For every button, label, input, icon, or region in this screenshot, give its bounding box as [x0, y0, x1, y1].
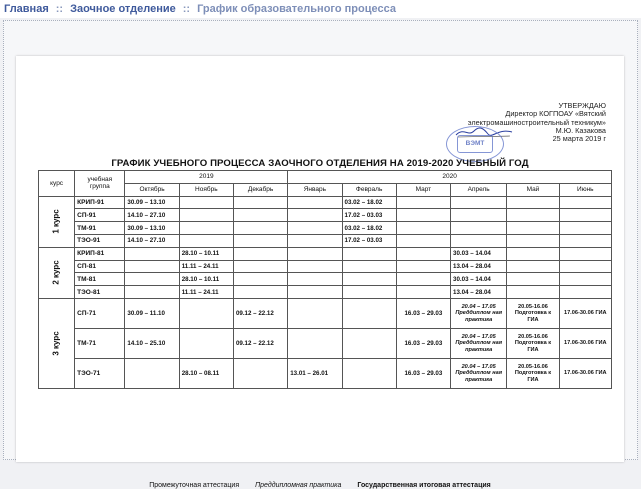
schedule-cell: 11.11 – 24.11 [179, 260, 233, 273]
schedule-cell: 13.01 – 26.01 [288, 358, 342, 388]
schedule-cell [342, 247, 396, 260]
schedule-cell [507, 234, 559, 247]
group-name: КРИП-91 [75, 196, 125, 209]
schedule-cell [179, 222, 233, 235]
schedule-table [38, 170, 612, 389]
legend-state: Государственная итоговая аттестация [357, 482, 491, 489]
schedule-title: ГРАФИК УЧЕБНОГО ПРОЦЕССА ЗАОЧНОГО ОТДЕЛЕНИЯ НА 2019-2020 УЧЕБНЫЙ ГОД [111, 158, 529, 169]
approve-institution: электромашиностроительный техникум» [467, 117, 606, 127]
schedule-cell: 03.02 – 18.02 [342, 222, 396, 235]
course-label-text: 3 курс [52, 331, 62, 356]
schedule-cell [396, 234, 450, 247]
schedule-cell [507, 196, 559, 209]
legend-interim: Промежуточная аттестация [149, 482, 240, 489]
schedule-cell [559, 222, 611, 235]
schedule-cell: 30.03 – 14.04 [451, 273, 507, 286]
schedule-cell [507, 222, 559, 235]
schedule-cell [396, 222, 450, 235]
approve-heading: УТВЕРЖДАЮ [558, 101, 606, 110]
group-name: СП-71 [75, 298, 125, 328]
schedule-cell [125, 286, 179, 299]
schedule-cell: 11.11 – 24.11 [179, 286, 233, 299]
schedule-cell [342, 286, 396, 299]
breadcrumb-separator: :: [182, 3, 191, 15]
schedule-cell [559, 286, 611, 299]
gia-cell-text: 17.06-30.06 ГИА [563, 340, 607, 347]
group-name: КРИП-81 [75, 247, 125, 260]
header-month: Ноябрь [179, 183, 233, 196]
schedule-cell [233, 234, 287, 247]
course-label [39, 196, 75, 247]
stamp-icon [446, 126, 504, 162]
schedule-cell [559, 358, 611, 388]
legend [16, 482, 624, 489]
gia-cell-text: 20.05-16.06 Подготовка к ГИА [514, 363, 552, 383]
schedule-cell [125, 358, 179, 388]
schedule-cell [288, 234, 342, 247]
schedule-cell: 09.12 – 22.12 [233, 328, 287, 358]
group-name: ТМ-91 [75, 222, 125, 235]
schedule-cell [233, 247, 287, 260]
schedule-cell: 30.09 – 13.10 [125, 222, 179, 235]
schedule-cell: 17.02 – 03.03 [342, 209, 396, 222]
schedule-cell: 14.10 – 27.10 [125, 209, 179, 222]
schedule-cell [288, 209, 342, 222]
schedule-cell [288, 286, 342, 299]
schedule-cell: 14.10 – 27.10 [125, 234, 179, 247]
schedule-cell [559, 260, 611, 273]
table-row [39, 234, 612, 247]
schedule-cell [342, 358, 396, 388]
schedule-cell [559, 196, 611, 209]
schedule-cell [559, 298, 611, 328]
table-row [39, 298, 612, 328]
header-group: учебная группа [75, 171, 125, 197]
course-label [39, 298, 75, 388]
schedule-cell [451, 209, 507, 222]
schedule-cell [342, 260, 396, 273]
legend-practice: Преддипломная практика [255, 482, 342, 489]
schedule-cell [233, 209, 287, 222]
schedule-cell: 03.02 – 18.02 [342, 196, 396, 209]
header-month: Март [396, 183, 450, 196]
schedule-cell [507, 358, 559, 388]
schedule-cell [179, 209, 233, 222]
schedule-cell [288, 328, 342, 358]
gia-cell-text: 20.05-16.06 Подготовка к ГИА [514, 333, 552, 353]
schedule-cell [288, 196, 342, 209]
group-name: СП-81 [75, 260, 125, 273]
schedule-cell [288, 247, 342, 260]
schedule-cell [559, 209, 611, 222]
group-name: ТЭО-71 [75, 358, 125, 388]
schedule-cell: 30.09 – 11.10 [125, 298, 179, 328]
gia-cell-text: 17.06-30.06 ГИА [563, 370, 607, 377]
table-row [39, 196, 612, 209]
breadcrumb-correspondence-link[interactable]: Заочное отделение [70, 3, 176, 15]
schedule-cell [288, 222, 342, 235]
schedule-cell [559, 273, 611, 286]
table-row [39, 273, 612, 286]
schedule-cell [396, 209, 450, 222]
schedule-cell [342, 273, 396, 286]
schedule-cell [559, 247, 611, 260]
breadcrumb [4, 1, 396, 17]
schedule-cell [233, 286, 287, 299]
gia-cell-text: 20.05-16.06 Подготовка к ГИА [514, 303, 552, 323]
course-label-text: 2 курс [52, 260, 62, 286]
schedule-cell [179, 328, 233, 358]
schedule-cell [233, 358, 287, 388]
schedule-cell: 16.03 – 29.03 [396, 358, 450, 388]
schedule-cell: 28.10 – 10.11 [179, 273, 233, 286]
header-year-2019: 2019 [125, 171, 288, 184]
header-month: Июнь [559, 183, 611, 196]
schedule-cell [396, 286, 450, 299]
practice-cell-text: 20.04 – 17.05 Преддиплом ная практика [455, 304, 502, 323]
header-month: Февраль [342, 183, 396, 196]
schedule-cell [507, 260, 559, 273]
breadcrumb-home-link[interactable]: Главная [4, 3, 49, 15]
schedule-cell [125, 273, 179, 286]
schedule-cell [507, 247, 559, 260]
schedule-cell [179, 234, 233, 247]
schedule-cell [342, 328, 396, 358]
schedule-cell [342, 298, 396, 328]
header-month: Январь [288, 183, 342, 196]
schedule-cell [125, 247, 179, 260]
table-row [39, 209, 612, 222]
practice-cell-text: 20.04 – 17.05 Преддиплом ная практика [455, 334, 502, 353]
schedule-cell [396, 196, 450, 209]
schedule-cell: 16.03 – 29.03 [396, 298, 450, 328]
schedule-cell [507, 286, 559, 299]
schedule-cell [507, 273, 559, 286]
table-row [39, 247, 612, 260]
group-name: СП-91 [75, 209, 125, 222]
schedule-cell [451, 234, 507, 247]
schedule-cell [288, 260, 342, 273]
table-row [39, 222, 612, 235]
schedule-cell [507, 328, 559, 358]
breadcrumb-separator: :: [55, 3, 64, 15]
schedule-cell [288, 273, 342, 286]
header-month: Апрель [451, 183, 507, 196]
breadcrumb-current-page: График образовательного процесса [197, 3, 396, 15]
schedule-cell: 13.04 – 28.04 [451, 260, 507, 273]
approve-signatory: М.Ю. Казакова [555, 125, 606, 135]
schedule-cell [451, 222, 507, 235]
approve-director: Директор КОГПОАУ «Вятский [505, 109, 606, 119]
schedule-cell: 14.10 – 25.10 [125, 328, 179, 358]
schedule-cell [451, 328, 507, 358]
gia-cell-text: 17.06-30.06 ГИА [563, 310, 607, 317]
schedule-cell [451, 196, 507, 209]
practice-cell-text: 20.04 – 17.05 Преддиплом ная практика [455, 364, 502, 383]
group-name: ТЭО-81 [75, 286, 125, 299]
header-month: Октябрь [125, 183, 179, 196]
schedule-document-image [16, 56, 624, 489]
table-row [39, 358, 612, 388]
schedule-cell [179, 196, 233, 209]
schedule-cell: 28.10 – 10.11 [179, 247, 233, 260]
schedule-cell [396, 247, 450, 260]
schedule-cell: 28.10 – 08.11 [179, 358, 233, 388]
table-row [39, 260, 612, 273]
schedule-cell: 30.03 – 14.04 [451, 247, 507, 260]
header-course: курс [39, 171, 75, 197]
course-label-text: 1 курс [52, 209, 62, 234]
table-row [39, 286, 612, 299]
schedule-cell [396, 273, 450, 286]
schedule-cell: 09.12 – 22.12 [233, 298, 287, 328]
schedule-cell: 16.03 – 29.03 [396, 328, 450, 358]
top-bar [0, 0, 641, 18]
schedule-cell [451, 358, 507, 388]
schedule-cell [559, 328, 611, 358]
table-row [39, 328, 612, 358]
schedule-cell: 17.02 – 03.03 [342, 234, 396, 247]
schedule-cell [507, 209, 559, 222]
schedule-cell [451, 298, 507, 328]
header-month: Декабрь [233, 183, 287, 196]
group-name: ТЭО-91 [75, 234, 125, 247]
schedule-cell [179, 298, 233, 328]
approve-date: 25 марта 2019 г [552, 134, 606, 144]
schedule-cell [288, 298, 342, 328]
schedule-cell [507, 298, 559, 328]
header-month: Май [507, 183, 559, 196]
schedule-cell [233, 222, 287, 235]
schedule-cell [125, 260, 179, 273]
group-name: ТМ-81 [75, 273, 125, 286]
schedule-cell [233, 273, 287, 286]
schedule-cell [233, 196, 287, 209]
schedule-cell: 13.04 – 28.04 [451, 286, 507, 299]
stamp-text: ВЭМТ [457, 135, 493, 153]
schedule-cell [559, 234, 611, 247]
header-year-2020: 2020 [288, 171, 612, 184]
schedule-cell [233, 260, 287, 273]
group-name: ТМ-71 [75, 328, 125, 358]
schedule-cell [396, 260, 450, 273]
schedule-cell: 30.09 – 13.10 [125, 196, 179, 209]
course-label [39, 247, 75, 298]
